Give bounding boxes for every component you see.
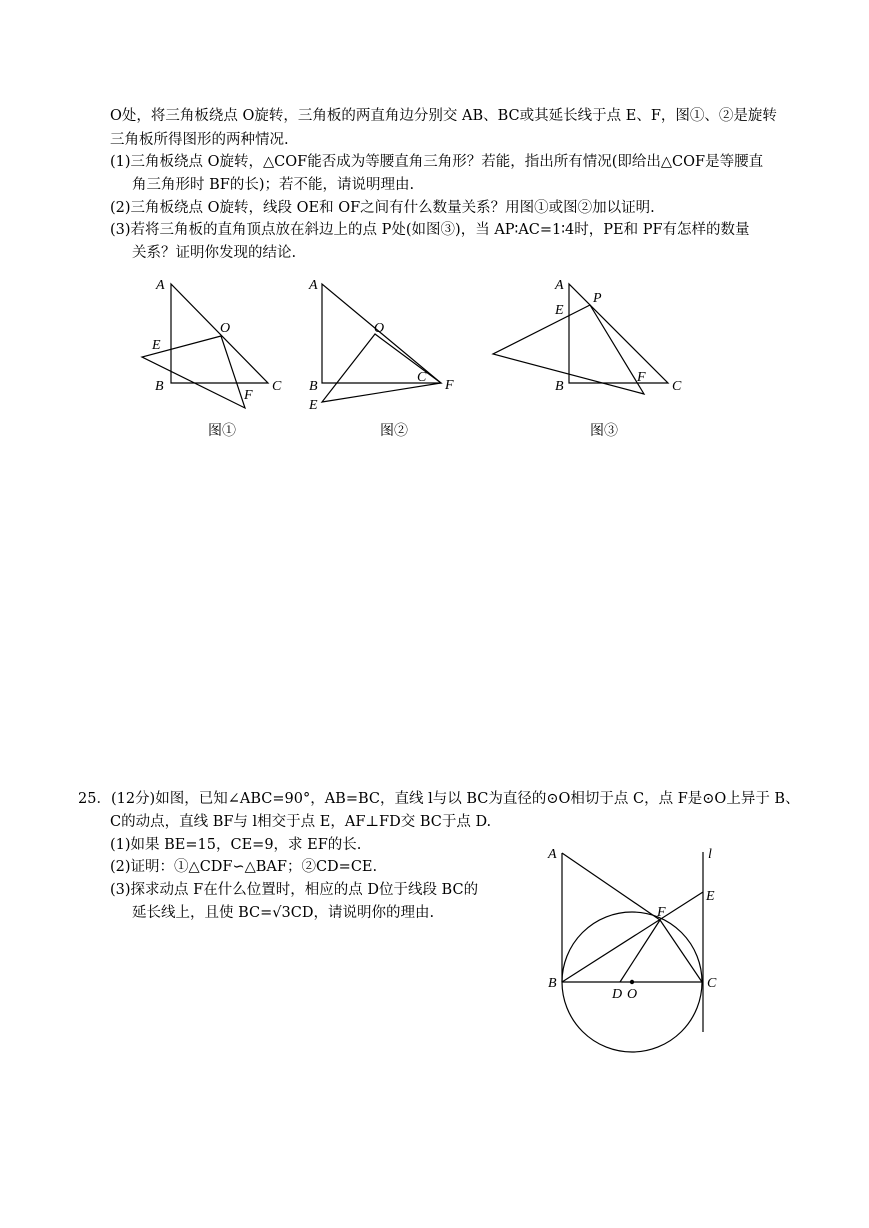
line-be (562, 892, 703, 982)
fig3-label-b: B (555, 379, 564, 394)
fig1-label-c: C (272, 379, 282, 394)
fig3-label-c: C (672, 379, 682, 394)
fig2-label-f: F (445, 378, 454, 393)
fig1-label-o: O (220, 321, 231, 336)
q24-line-6: (3)若将三角板的直角顶点放在斜边上的点 P处(如图③)，当 AP∶AC=1∶4时，PE和 PF有怎样的数量 (110, 222, 750, 238)
fig3-caption: 图③ (590, 423, 618, 439)
q24-line-4: 角三角形时 BF的长)；若不能，请说明理由. (132, 177, 415, 193)
fig1-caption: 图① (208, 423, 236, 439)
fig3-label-p: P (593, 291, 602, 306)
fig2-label-o: O (374, 321, 385, 336)
fig3-label-a: A (555, 278, 564, 293)
q25-line-3: (1)如果 BE=15，CE=9，求 EF的长. (110, 837, 362, 853)
q24-line-3: (1)三角板绕点 O旋转，△COF能否成为等腰直角三角形？若能，指出所有情况(即给出△COF是等腰直 (110, 154, 764, 170)
fig3-label-f: F (637, 370, 646, 385)
fig1-label-a: A (156, 278, 165, 293)
q25-line-1: 25．(12分)如图，已知∠ABC=90°，AB=BC，直线 l与以 BC为直径的⊙O相切于点 C，点 F是⊙O上异于 B、 (78, 791, 800, 807)
fig2-label-b: B (309, 379, 318, 394)
q25-line-2: C的动点，直线 BF与 l相交于点 E，AF⊥FD交 BC于点 D. (110, 814, 492, 830)
q25-label-d: D (612, 987, 623, 1002)
q25-label-c: C (707, 976, 717, 991)
fig2-caption: 图② (380, 423, 408, 439)
fig1-label-b: B (155, 379, 164, 394)
fig2-label-c: C (417, 370, 427, 385)
q25-label-a: A (548, 847, 557, 862)
q25-label-o: O (627, 987, 638, 1002)
q25-line-4: (2)证明：①△CDF∽△BAF；②CD=CE. (110, 859, 378, 875)
q24-line-2: 三角板所得图形的两种情况. (110, 132, 289, 148)
q25-line-5: (3)探求动点 F在什么位置时，相应的点 D位于线段 BC的 (110, 882, 479, 898)
fig1-label-f: F (244, 388, 253, 403)
segment-fc (660, 920, 702, 982)
q25-line-6: 延长线上，且使 BC=√3CD，请说明你的理由. (132, 905, 435, 921)
fig2-label-e: E (309, 398, 318, 413)
q24-line-5: (2)三角板绕点 O旋转，线段 OE和 OF之间有什么数量关系？用图①或图②加以证明. (110, 200, 655, 216)
segment-af (562, 853, 660, 920)
fig1-label-e: E (152, 338, 161, 353)
q24-line-7: 关系？证明你发现的结论. (132, 245, 297, 261)
q25-label-e: E (706, 889, 715, 904)
q25-label-l: l (708, 847, 712, 862)
segment-fd (620, 920, 660, 982)
q25-label-b: B (548, 976, 557, 991)
fig2-label-a: A (309, 278, 318, 293)
fig3-label-e: E (555, 303, 564, 318)
center-point-o (630, 980, 634, 984)
q24-line-1: O处，将三角板绕点 O旋转，三角板的两直角边分别交 AB、BC或其延长线于点 E、F，图①、②是旋转 (110, 108, 777, 124)
q25-label-f: F (657, 905, 666, 920)
